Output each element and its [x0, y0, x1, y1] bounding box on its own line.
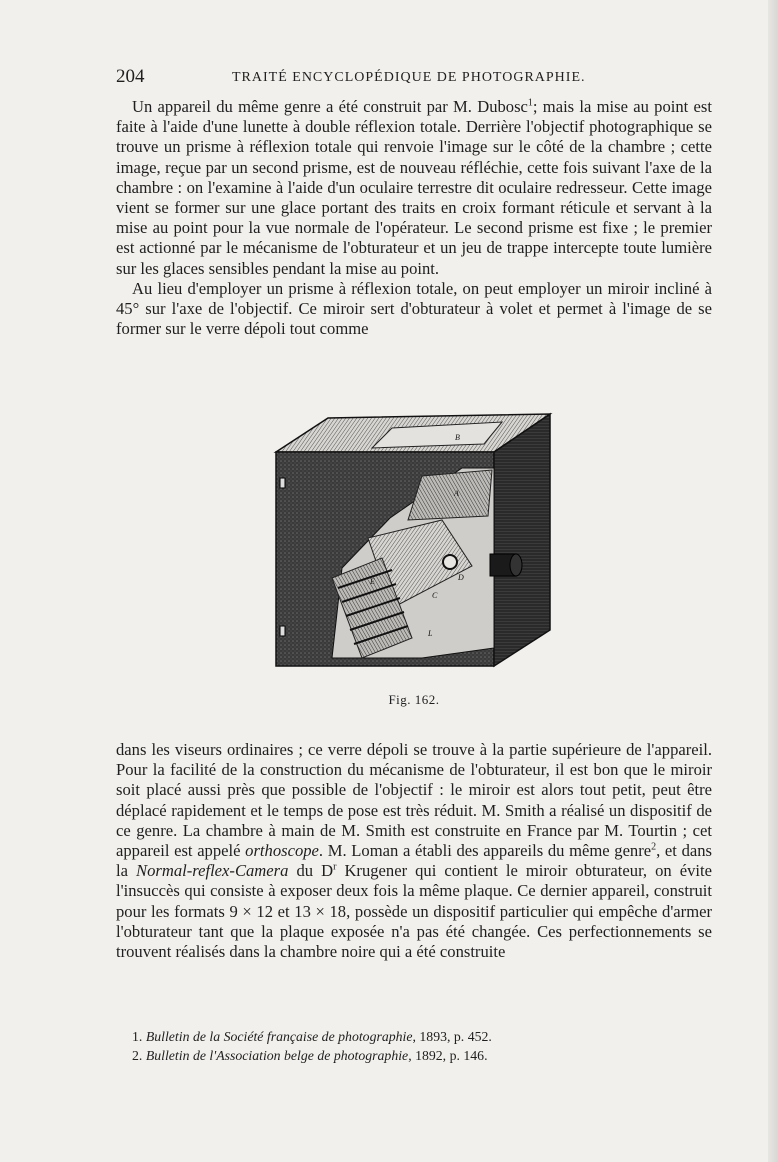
running-title: TRAITÉ ENCYCLOPÉDIQUE DE PHOTOGRAPHIE. [232, 70, 586, 85]
footnote-1: 1. Bulletin de la Société française de photographie, 1893, p. 452. [132, 1029, 492, 1044]
lens-knob [443, 555, 457, 569]
figure-label: L [428, 629, 433, 638]
figure-caption: Fig. 162. [388, 692, 440, 707]
figure-label: A [454, 489, 459, 498]
paragraph: Au lieu d'employer un prisme à réflexion totale, on peut employer un miroir incliné à 45° sur l'axe de l'objectif. Ce miroir sert d'obturateur à volet et permet à l'image de se former sur le verre dépoli tout comme [116, 278, 712, 339]
body-text-top [116, 97, 712, 339]
paragraph: Un appareil du même genre a été construit par M. Dubosc$^1$; mais la mise au point est faite à l'aide d'une lunette à double réflexion totale. Derrière l'objectif photographique se trouve un prisme à réflexion totale qui renvoie l'image sur le côté de la chambre ; cette image, reçue par un second prisme, est de nouveau réfléchie, cette fois suivant l'axe de la chambre : on l'examine à l'aide d'un oculaire terrestre dit oculaire redresseur. Cette image vient se former sur une glace portant des traits en croix formant réticule et servant à la mise au point pour la vue normale de l'opérateur. Le second prisme est fixe ; le premier est actionné par le mécanisme de l'obturateur et un jeu de trappe intercepte toute lumière sur les glaces sensibles pendant la mise au point. [116, 97, 712, 278]
camera-engraving-figure [272, 408, 554, 672]
paragraph: dans les viseurs ordinaires ; ce verre dépoli se trouve à la partie supérieure de l'appareil. Pour la facilité de la construction du mécanisme de l'obturateur, il est bon que le miroir soit placé aussi près que possible de l'objectif : le miroir est alors tout petit, peut être déplacé rapidement et le temps de pose est très réduit. M. Smith a réalisé un dispositif de ce genre. La chambre à main de M. Smith est construite en France par M. Tourtin ; cet appareil est appelé orthoscope. M. Loman a établi des appareils du même genre$^2$, et dans la Normal-reflex-Camera du $D^r$ Krugener qui contient le miroir obturateur, on évite l'insuccès qui consiste à exposer deux fois la même plaque. Ce dernier appareil, construit pour les formats 9 × 12 et 13 × 18, possède un dispositif particulier qui empêche d'armer l'obturateur tant que la plaque exposée n'a pas été changée. Ces perfectionnements se trouvent réalisés dans la chambre noire qui a été construite [116, 740, 712, 962]
figure-label: D [458, 573, 464, 582]
figure-label: E [370, 577, 375, 586]
page-number: 204 [116, 66, 145, 87]
footnote-2: 2. Bulletin de l'Association belge de photographie, 1892, p. 146. [132, 1048, 488, 1063]
figure-label: B [455, 433, 460, 442]
body-text-bottom [116, 740, 712, 962]
figure-label: C [432, 591, 438, 600]
footnotes [132, 1027, 712, 1065]
page-header [116, 66, 712, 90]
camera-side-face [494, 414, 550, 666]
